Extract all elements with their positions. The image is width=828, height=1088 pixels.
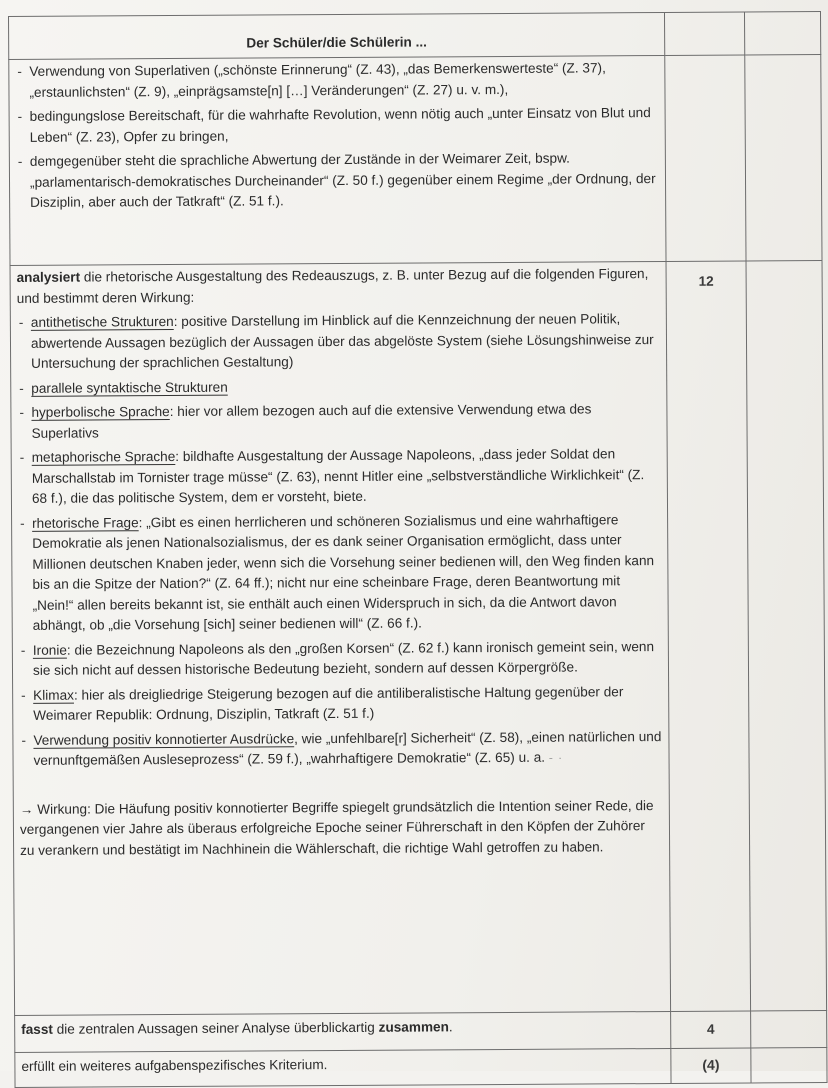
list-item: - demgegenüber steht die sprachliche Abwertung der Zustände in der Weimarer Zeit, bspw. „parlamentarisch-demokratisches Durcheinander“ (Z. 50 f.) gegenüber einem Regime „der Ordnung, der Disziplin, aber auch der Tatkraft“ (Z. 51 f.).: [16, 148, 659, 213]
analysis-extra-cell: [746, 261, 827, 1011]
list-item: [19, 727, 662, 772]
criterion-cell: [15, 1048, 671, 1087]
figure-term: antithetische Strukturen: [31, 314, 174, 330]
header-row: [9, 12, 821, 60]
figure-text: : „Gibt es einen herrlicheren und schöneren Sozialismus und eine wahrhaftigere Demokratie als jenen Nationalsozialismus, der es dank seiner Organisation ermöglicht, dass unter Millionen deutschen Knaben jeder, wenn sich die Vorsehung seiner bedienen will, den Weg finden kann bis an die Spitze der Nation?“ (Z. 64 ff.); nicht nur eine scheinbare Frage, deren Beantwortung mit „Nein!“ allen bereits bekannt ist, sie enthält auch einen Widerspruch in sich, da die Antwort davon abhängt, ob „die Vorsehung [sich] seiner bedienen will“ (Z. 66 f.).: [32, 512, 654, 633]
header-title: Der Schüler/die Schülerin ...: [9, 12, 665, 59]
figure-text: : bildhafte Ausgestaltung der Aussage Napoleons, „dass jeder Soldat den Marschallstab im Tornister trage müsse“ (Z. 63), nennt Hitler eine „selbstverständliche Wirklichkeit“ (Z. 68 f.), die das politische System, dem er vorsteht, biete.: [32, 446, 645, 506]
figure-term: rhetorische Frage: [32, 515, 139, 531]
figure-term: Ironie: [33, 642, 67, 657]
summary-extra-cell: [751, 1011, 827, 1048]
intro-row: [9, 55, 822, 266]
list-item: - bedingungslose Bereitschaft, für die wahrhafte Revolution, wenn nötig auch „unter Einsatz von Blut und Leben“ (Z. 23), Opfer zu bringen,: [16, 103, 659, 148]
intro-extra-cell: [745, 55, 822, 261]
figure-text: : positive Darstellung im Hinblick auf die Kennzeichnung der neuen Politik, abwertende Aussagen bezüglich der Aussagen über das abgelöste System (siehe Lösungshinweise zur Untersuchung der sprachlichen Gestaltung): [31, 311, 654, 371]
figure-term: Verwendung positiv konnotierter Ausdrücke: [33, 731, 294, 748]
summary-row: [15, 1011, 827, 1053]
stray-pencil-mark: - ·: [549, 751, 563, 765]
list-item: [17, 375, 660, 399]
figure-term: hyperbolische Sprache: [31, 404, 169, 420]
summary-bold-verb: fasst: [21, 1022, 53, 1037]
figure-text: : hier als dreigliedrige Steigerung bezogen auf die antiliberalistische Haltung gegenüber der Weimarer Republik: Ordnung, Disziplin, Tatkraft (Z. 51 f.): [33, 684, 623, 723]
figure-term: metaphorische Sprache: [32, 449, 176, 465]
list-item: [19, 682, 662, 727]
analysis-row: [10, 261, 827, 1016]
intro-points-cell: [665, 55, 746, 261]
figure-term: Klimax: [33, 687, 74, 702]
grading-rubric-table: [8, 11, 828, 1088]
figure-term: parallele syntaktische Strukturen: [31, 379, 228, 395]
intro-cell: [9, 55, 666, 265]
analysis-lead-text: die rhetorische Ausgestaltung des Redeauszugs, z. B. unter Bezug auf die folgenden Figuren, und bestimmt deren Wirkung:: [17, 266, 649, 305]
figure-text: : hier vor allem bezogen auch auf die extensive Verwendung etwa des Superlativs: [32, 401, 592, 440]
header-points-cell: [664, 12, 744, 55]
list-item: [18, 444, 661, 509]
figure-text: : die Bezeichnung Napoleons als den „großen Korsen“ (Z. 62 f.) kann ironisch gemeint sein, wenn sie sich nicht auf dessen historische Bedeutung bezieht, sondern auf dessen Körpergröße.: [33, 639, 654, 678]
intro-list: [15, 58, 659, 213]
analysis-cell: [10, 261, 671, 1015]
list-item: [17, 399, 660, 444]
header-extra-cell: [744, 12, 820, 55]
summary-cell: [15, 1011, 671, 1052]
summary-period: .: [449, 1019, 453, 1034]
summary-text: die zentralen Aussagen seiner Analyse überblickartig: [53, 1020, 379, 1037]
analysis-lead-bold: analysiert: [17, 270, 81, 285]
summary-points: 4: [671, 1011, 751, 1048]
criterion-text: erfüllt ein weiteres aufgabenspezifisches Kriterium.: [15, 1049, 670, 1082]
list-item: - Verwendung von Superlativen („schönste Erinnerung“ (Z. 43), „das Bemerkenswerteste“ (Z. 37), „erstaunlichsten“ (Z. 9), „einprägsamste[n] […] Veränderungen“ (Z. 27) u. v. m.),: [15, 58, 658, 103]
criterion-points: (4): [671, 1048, 751, 1083]
effect-paragraph: → Wirkung: Die Häufung positiv konnotierter Begriffe spiegelt grundsätzlich die Intention seiner Rede, die vergangenen vier Jahre als überaus erfolgreiche Epoche seiner Führerschaft in den Köpfen der Zuhörer zu verankern und bestätigt im Nachhinein die Wählerschaft, die richtige Wahl getroffen zu haben.: [20, 796, 663, 861]
analysis-points: 12: [666, 261, 751, 1011]
figure-text: , wie „unfehlbare[r] Sicherheit“ (Z. 58), „einen natürlichen und vernunftgemäßen Ausleseprozess“ (Z. 59 f.), „wahrhaftigere Demokratie“ (Z. 65) u. a.: [34, 729, 662, 768]
list-item: [18, 510, 662, 637]
figures-list: [17, 309, 663, 771]
analysis-lead: [17, 264, 660, 309]
list-item: [19, 637, 662, 682]
list-item: [17, 309, 660, 374]
criterion-extra-cell: [751, 1048, 827, 1083]
criterion-row: [15, 1048, 827, 1088]
summary-bold-end: zusammen: [379, 1019, 449, 1034]
